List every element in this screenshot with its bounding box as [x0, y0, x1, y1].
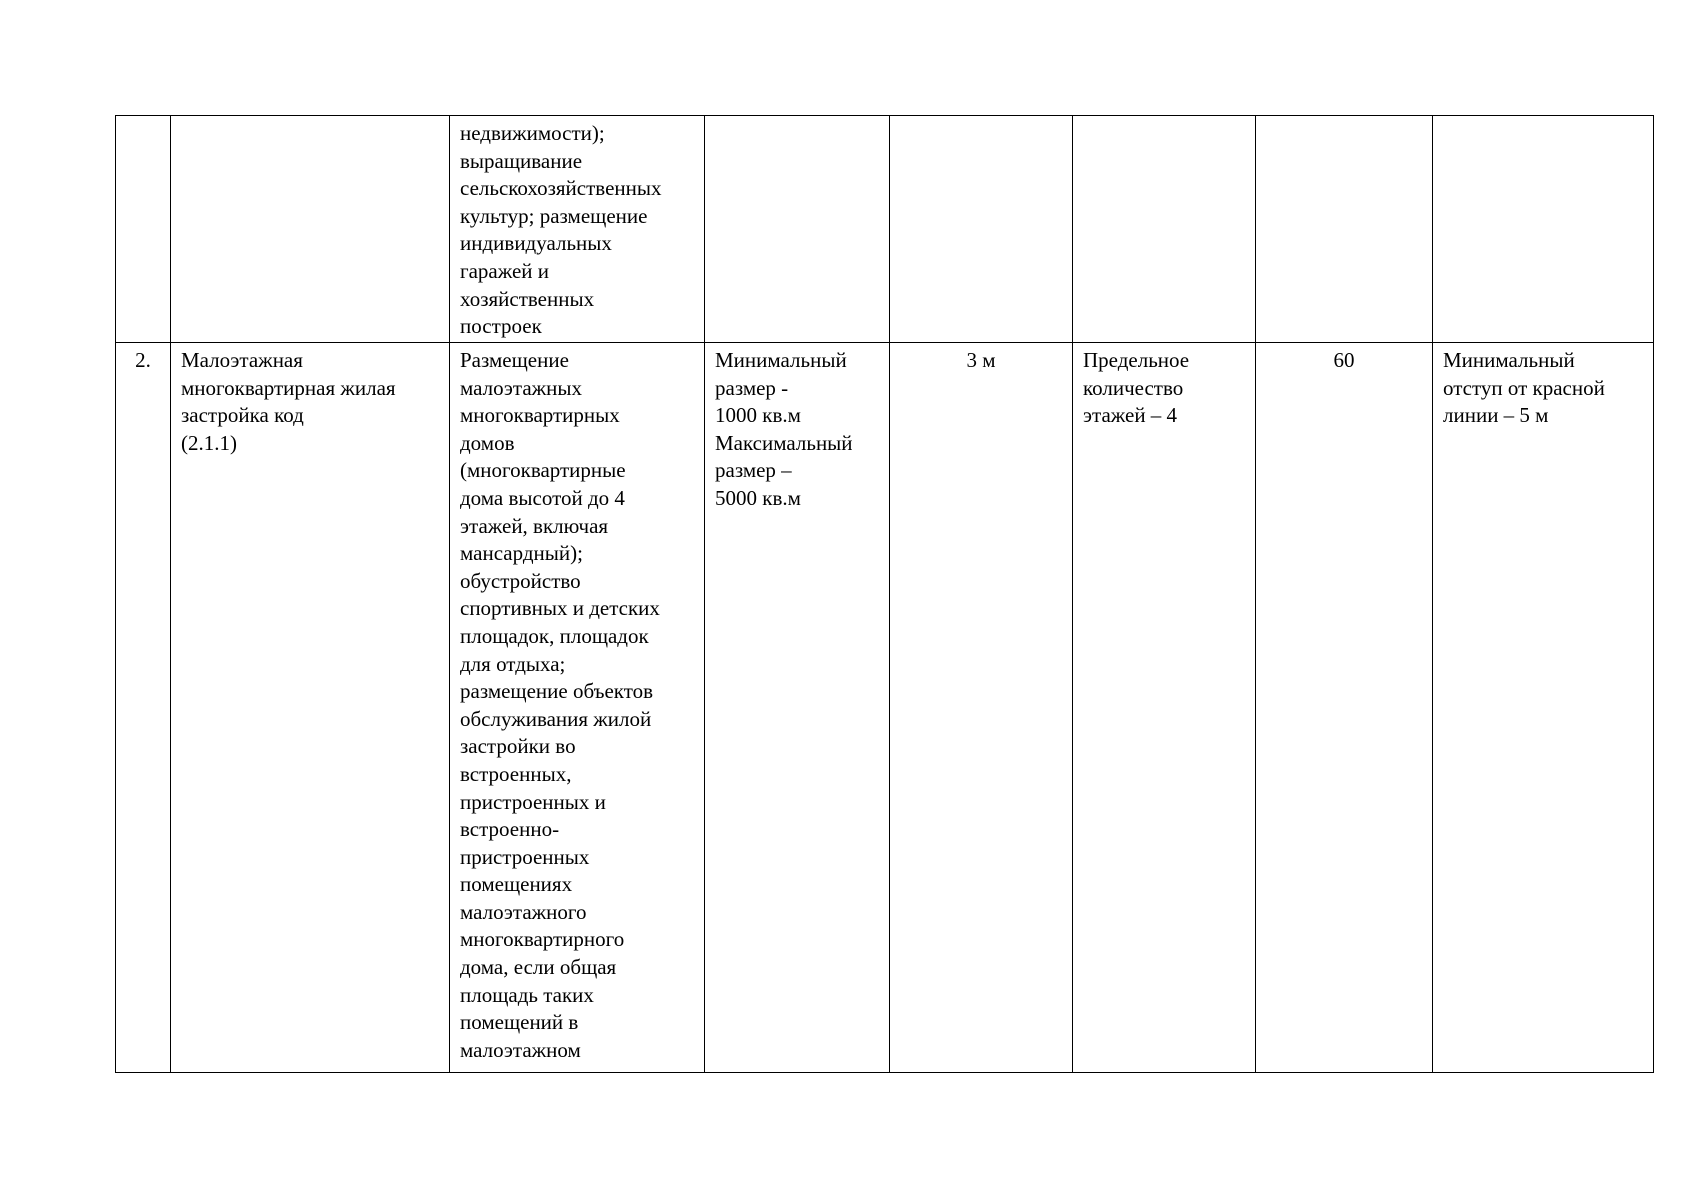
floors-cell: Предельное количество этажей – 4 — [1073, 343, 1256, 1073]
use-type-cell — [171, 116, 450, 343]
row-number-cell: 2. — [116, 343, 171, 1073]
use-description-cell: недвижимости); выращивание сельскохозяйственных культур; размещение индивидуальных гаражей и хозяйственных построек — [450, 116, 705, 343]
other-params-cell — [1433, 116, 1654, 343]
use-type-cell: Малоэтажная многоквартирная жилая застройка код (2.1.1) — [171, 343, 450, 1073]
use-description-cell: Размещение малоэтажных многоквартирных домов (многоквартирные дома высотой до 4 этажей, включая мансардный); обустройство спортивных и детских площадок, площадок для отдыха; размещение объектов обслуживания жилой застройки во встроенных, пристроенных и встроенно- пристроенных помещениях малоэтажного многоквартирного дома, если общая площадь таких помещений в малоэтажном — [450, 343, 705, 1073]
table-row — [116, 116, 1654, 343]
coverage-cell: 60 — [1256, 343, 1433, 1073]
other-params-cell: Минимальный отступ от красной линии – 5 м — [1433, 343, 1654, 1073]
row-number-cell — [116, 116, 171, 343]
table-row — [116, 343, 1654, 1073]
plot-size-cell: Минимальный размер - 1000 кв.м Максимальный размер – 5000 кв.м — [705, 343, 890, 1073]
coverage-cell — [1256, 116, 1433, 343]
zoning-regulations-table — [115, 115, 1654, 1073]
plot-size-cell — [705, 116, 890, 343]
floors-cell — [1073, 116, 1256, 343]
setback-cell: 3 м — [890, 343, 1073, 1073]
setback-cell — [890, 116, 1073, 343]
